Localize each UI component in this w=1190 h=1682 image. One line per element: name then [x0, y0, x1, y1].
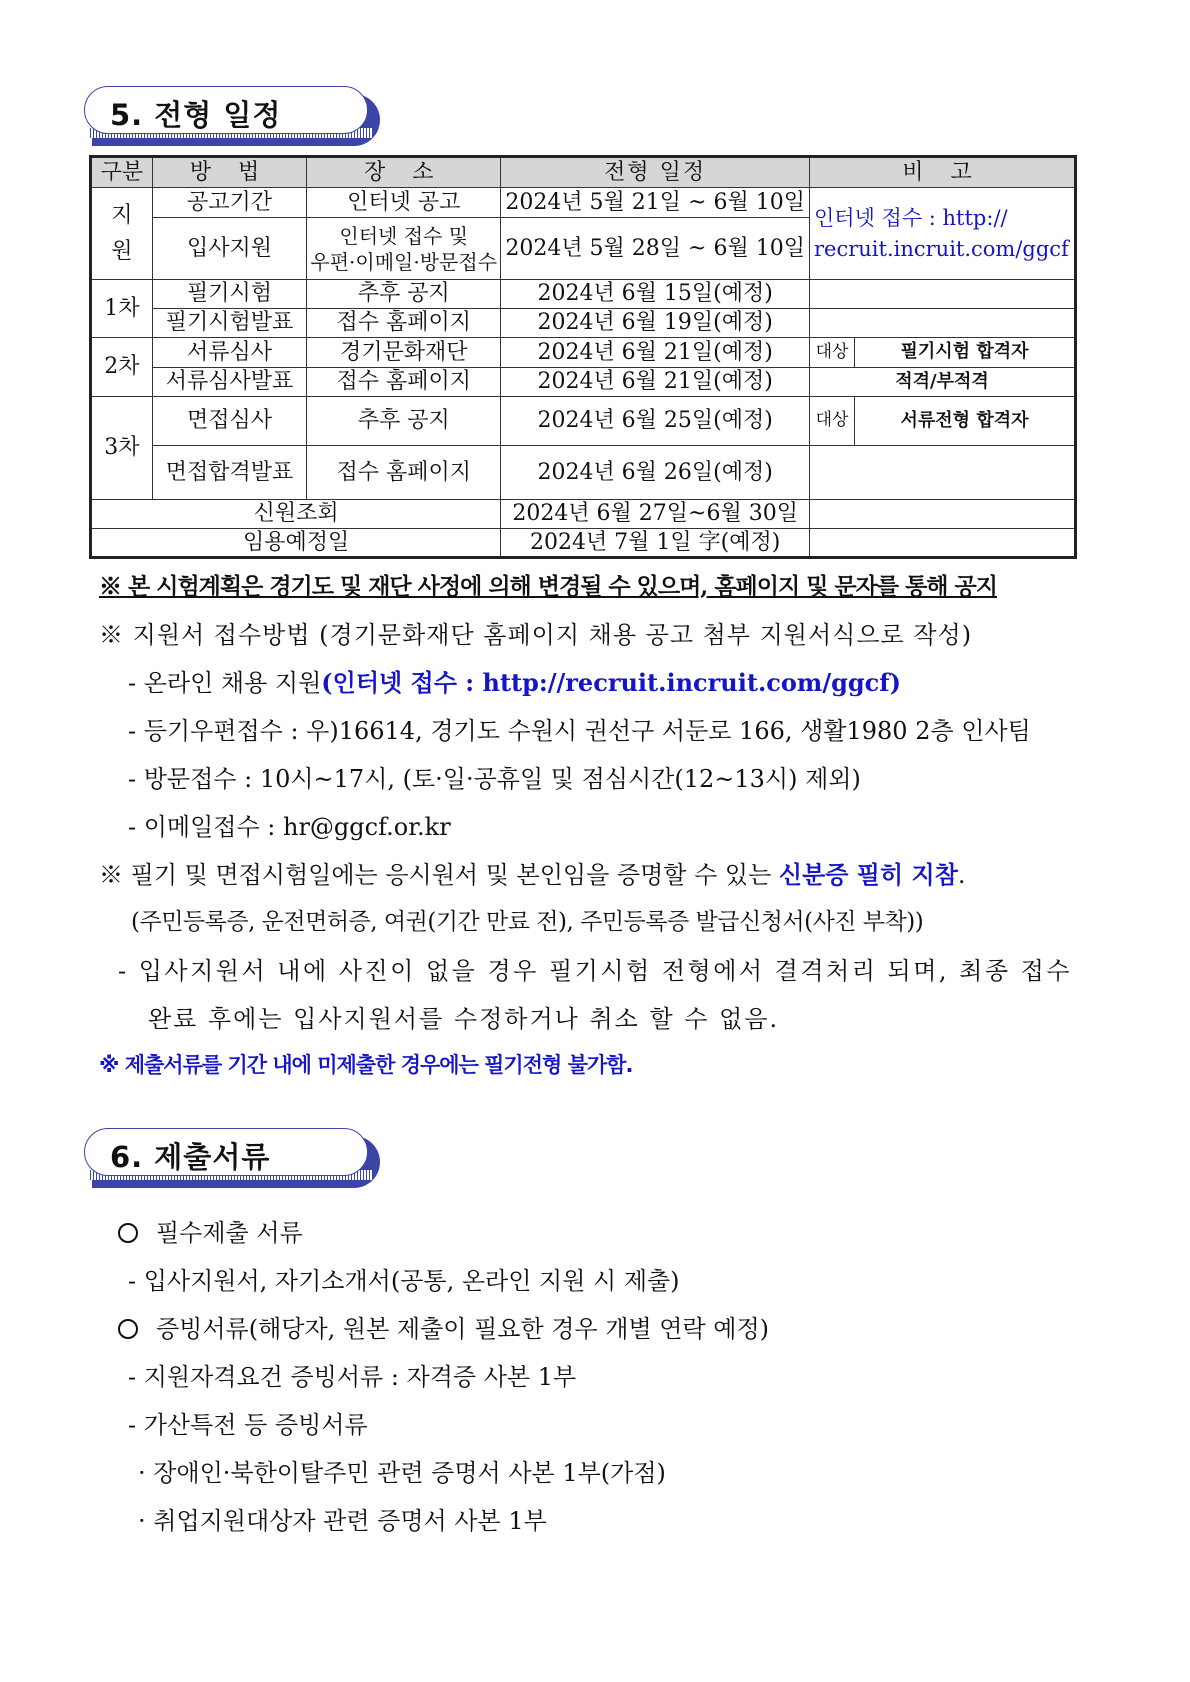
method-cell: 필기시험 — [152, 280, 306, 309]
evidence-docs-heading — [118, 1309, 769, 1344]
circle-bullet-icon — [118, 1319, 138, 1339]
date-cell: 2024년 6월 21일(예정) — [501, 338, 810, 368]
email-application: - 이메일접수 : hr@ggcf.or.kr — [128, 813, 451, 841]
target-label: 대상 — [810, 397, 855, 445]
appointment-label: 임용예정일 — [91, 529, 501, 558]
place-cell: 인터넷 공고 — [307, 188, 501, 218]
header-method: 방 법 — [152, 157, 306, 188]
table-row — [91, 309, 1076, 338]
method-cell: 면접합격발표 — [152, 446, 306, 500]
table-header-row — [91, 157, 1076, 188]
header-place: 장 소 — [307, 157, 501, 188]
method-cell: 필기시험발표 — [152, 309, 306, 338]
third-target — [810, 397, 1076, 446]
place-cell: 경기문화재단 — [307, 338, 501, 368]
date-cell: 2024년 6월 19일(예정) — [501, 309, 810, 338]
group-third: 3차 — [91, 397, 153, 500]
id-types-note: (주민등록증, 운전면허증, 여권(기간 만료 전), 주민등록증 발급신청서(사진 부착)) — [131, 909, 924, 935]
table-row — [91, 529, 1076, 558]
place-cell: 인터넷 접수 및 우편·이메일·방문접수 — [307, 218, 501, 280]
header-schedule: 전형 일정 — [501, 157, 810, 188]
target-value: 서류전형 합격자 — [900, 409, 1029, 431]
required-docs-heading — [118, 1213, 303, 1248]
document-deadline-note: ※ 제출서류를 기간 내에 미제출한 경우에는 필기전형 불가함. — [99, 1053, 633, 1077]
table-row — [91, 446, 1076, 500]
date-cell: 2024년 6월 21일(예정) — [501, 368, 810, 397]
method-cell: 공고기간 — [152, 188, 306, 218]
table-row — [91, 280, 1076, 309]
id-note-suffix: . — [957, 861, 966, 889]
id-required-note — [99, 855, 966, 890]
required-docs-item: - 입사지원서, 자기소개서(공통, 온라인 지원 시 제출) — [128, 1267, 680, 1295]
header-remarks: 비 고 — [810, 157, 1076, 188]
section-6-title: 6. 제출서류 — [110, 1140, 271, 1174]
date-cell: 2024년 6월 15일(예정) — [501, 280, 810, 309]
section-6-header — [84, 1128, 380, 1188]
target-label: 대상 — [810, 338, 855, 367]
section-5-title: 5. 전형 일정 — [110, 98, 282, 132]
method-cell: 입사지원 — [152, 218, 306, 280]
apply-note: 인터넷 접수 : http:// recruit.incruit.com/ggcf — [810, 188, 1076, 280]
section-5-header — [84, 86, 380, 146]
group-apply: 지 원 — [91, 188, 153, 280]
disability-docs-item: · 장애인·북한이탈주민 관련 증명서 사본 1부(가점) — [138, 1459, 666, 1487]
table-row — [91, 397, 1076, 446]
photo-required-note: - 입사지원서 내에 사진이 없을 경우 필기시험 전형에서 결격처리 되며, 최종 접수 — [118, 957, 1073, 985]
empty-note — [810, 446, 1076, 500]
place-cell: 접수 홈페이지 — [307, 309, 501, 338]
group-second: 2차 — [91, 338, 153, 397]
place-cell: 접수 홈페이지 — [307, 446, 501, 500]
evidence-docs-label: 증빙서류(해당자, 원본 제출이 필요한 경우 개별 연락 예정) — [156, 1315, 769, 1343]
table-row — [91, 188, 1076, 218]
table-row — [91, 368, 1076, 397]
appointment-date: 2024년 7월 1일 字(예정) — [501, 529, 810, 558]
empty-note — [810, 529, 1076, 558]
date-cell: 2024년 6월 26일(예정) — [501, 446, 810, 500]
date-cell: 2024년 5월 28일 ~ 6월 10일 — [501, 218, 810, 280]
photo-required-note-cont: 완료 후에는 입사지원서를 수정하거나 취소 할 수 없음. — [148, 1005, 780, 1033]
date-cell: 2024년 5월 21일 ~ 6월 10일 — [501, 188, 810, 218]
second-result: 적격/부적격 — [810, 368, 1076, 397]
table-row — [91, 338, 1076, 368]
empty-note — [810, 309, 1076, 338]
qualification-docs-item: - 지원자격요건 증빙서류 : 자격증 사본 1부 — [128, 1363, 577, 1391]
id-note-emphasis: 신분증 필히 지참 — [778, 860, 958, 889]
online-application-link[interactable]: (인터넷 접수 : http://recruit.incruit.com/ggcf) — [321, 668, 901, 697]
online-application-label: - 온라인 채용 지원 — [128, 669, 322, 697]
mail-application: - 등기우편접수 : 우)16614, 경기도 수원시 권선구 서둔로 166, 생활1980 2층 인사팀 — [128, 717, 1031, 745]
second-target — [810, 338, 1076, 368]
place-cell: 추후 공지 — [307, 397, 501, 446]
place-cell: 접수 홈페이지 — [307, 368, 501, 397]
required-docs-label: 필수제출 서류 — [156, 1219, 303, 1247]
circle-bullet-icon — [118, 1223, 138, 1243]
date-cell: 2024년 6월 25일(예정) — [501, 397, 810, 446]
schedule-change-note: ※ 본 시험계획은 경기도 및 재단 사정에 의해 변경될 수 있으며, 홈페이지 및 문자를 통해 공지 — [99, 573, 997, 600]
id-note-text: ※ 필기 및 면접시험일에는 응시원서 및 본인임을 증명할 수 있는 — [99, 861, 779, 889]
online-application — [128, 663, 901, 698]
orientation-date: 2024년 6월 27일~6월 30일 — [501, 500, 810, 529]
orientation-label: 신원조회 — [91, 500, 501, 529]
application-method-note: ※ 지원서 접수방법 (경기문화재단 홈페이지 채용 공고 첨부 지원서식으로 작성) — [99, 621, 973, 649]
employment-support-docs-item: · 취업지원대상자 관련 증명서 사본 1부 — [138, 1507, 547, 1535]
schedule-table — [89, 155, 1077, 559]
method-cell: 서류심사발표 — [152, 368, 306, 397]
header-category: 구분 — [91, 157, 153, 188]
table-row — [91, 500, 1076, 529]
target-value: 필기시험 합격자 — [900, 341, 1029, 363]
visit-application: - 방문접수 : 10시~17시, (토·일·공휴일 및 점심시간(12~13시) 제외) — [128, 765, 861, 793]
place-cell: 추후 공지 — [307, 280, 501, 309]
method-cell: 서류심사 — [152, 338, 306, 368]
bonus-docs-item: - 가산특전 등 증빙서류 — [128, 1411, 368, 1439]
empty-note — [810, 500, 1076, 529]
empty-note — [810, 280, 1076, 309]
method-cell: 면접심사 — [152, 397, 306, 446]
group-first: 1차 — [91, 280, 153, 338]
